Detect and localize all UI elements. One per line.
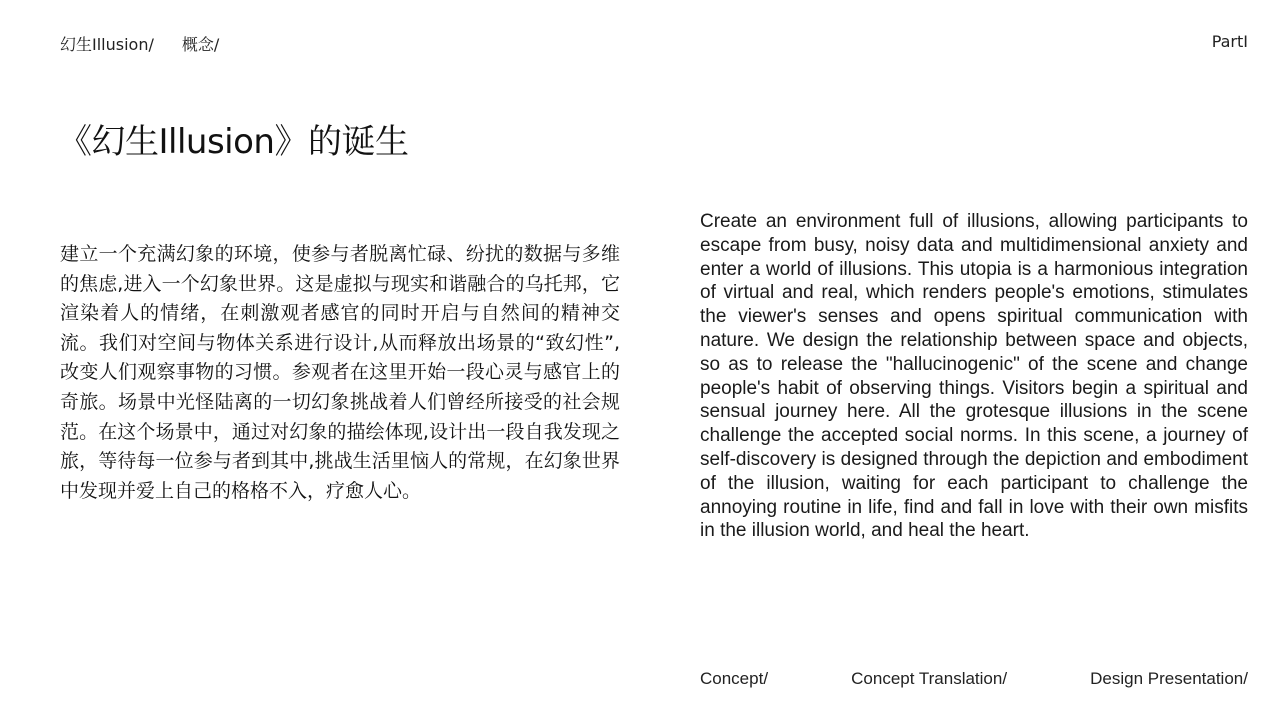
footer-nav-concept-translation[interactable]: Concept Translation/ — [851, 669, 1008, 688]
footer-nav — [700, 669, 1248, 689]
page-title: 《幻生Illusion》的诞生 — [58, 122, 409, 162]
breadcrumb-item-concept[interactable]: 概念/ — [181, 35, 220, 54]
chinese-description: 建立一个充满幻象的环境，使参与者脱离忙碌、纷扰的数据与多维的焦虑,进入一个幻象世界。这是虚拟与现实和谐融合的乌托邦，它渲染着人的情绪，在刺激观者感官的同时开启与自然间的精神交流。我们对空间与物体关系进行设计,从而释放出场景的“致幻性”,改变人们观察事物的习惯。参观者在这里开始一段心灵与感官上的奇旅。场景中光怪陆离的一切幻象挑战着人们曾经所接受的社会规范。在这个场景中，通过对幻象的描绘体现,设计出一段自我发现之旅，等待每一位参与者到其中,挑战生活里恼人的常规，在幻象世界中发现并爱上自己的格格不入，疗愈人心。 — [60, 243, 620, 502]
footer-nav-concept[interactable]: Concept/ — [700, 669, 769, 688]
breadcrumb — [60, 32, 219, 55]
breadcrumb-item-illusion[interactable]: 幻生Illusion/ — [60, 35, 154, 54]
part-label: PartI — [1211, 32, 1248, 51]
english-description: Create an environment full of illusions, allowing participants to escape from busy, noisy data and multidimensional anxiety and enter a world of illusions. This utopia is a harmonious integration of virtual and real, which renders people's emotions, stimulates the viewer's senses and opens spiritual communication with nature. We design the relationship between space and objects, so as to release the "hallucinogenic" of the scene and change people's habit of observing things. Visitors begin a spiritual and sensual journey here. All the grotesque illusions in the scene challenge the accepted social norms. In this scene, a journey of self-discovery is designed through the depiction and embodiment of the illusion, waiting for each participant to challenge the annoying routine in life, find and fall in love with their own misfits in the illusion world, and heal the heart. — [700, 211, 1248, 542]
footer-nav-design-presentation[interactable]: Design Presentation/ — [1090, 669, 1248, 688]
